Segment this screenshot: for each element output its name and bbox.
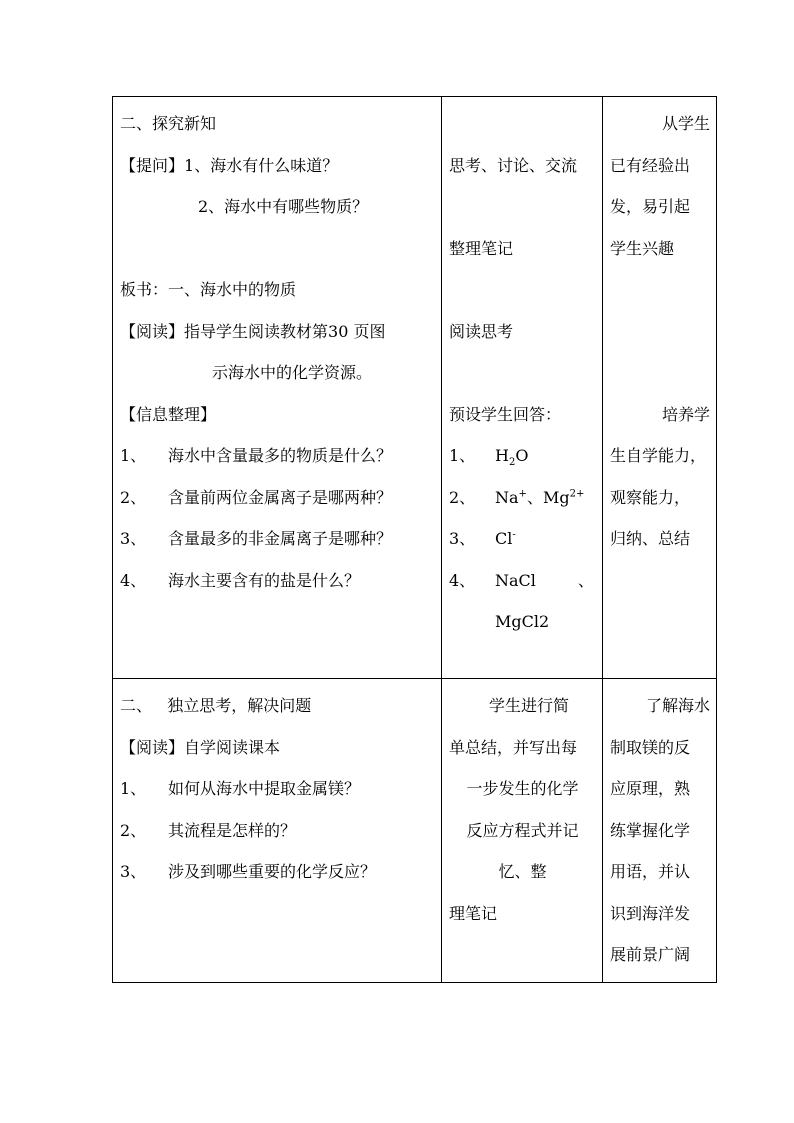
intent-line: 练掌握化学 bbox=[610, 820, 691, 840]
intent-line: 已有经验出 bbox=[610, 155, 691, 175]
list-item: 3、 涉及到哪些重要的化学反应？ bbox=[120, 862, 377, 881]
answer-4-cont: MgCl2 bbox=[495, 612, 550, 631]
lesson-plan-table bbox=[112, 96, 717, 983]
intent-line: 应原理，熟 bbox=[610, 779, 691, 798]
student-activity-line: 忆、整 bbox=[498, 862, 547, 881]
intent-line: 归纳、总结 bbox=[610, 529, 691, 548]
table-row bbox=[113, 97, 717, 679]
student-activity-line: 思考、讨论、交流 bbox=[449, 155, 578, 175]
design-intent-cell bbox=[603, 97, 717, 679]
intent-line: 生自学能力， bbox=[610, 446, 707, 465]
info-tag: 【信息整理】 bbox=[120, 404, 217, 424]
answer-1: 1、 $H_2O$ bbox=[449, 446, 529, 469]
reading-text-1: 指导学生阅读教材第30 页图 bbox=[184, 321, 386, 341]
intent-line: 从学生 bbox=[661, 114, 710, 133]
reading-tag: 【阅读】 bbox=[120, 321, 185, 341]
list-item: 2、 其流程是怎样的？ bbox=[120, 820, 297, 840]
reading-text: 自学阅读课本 bbox=[184, 737, 281, 757]
student-activity-line: 学生进行简 bbox=[489, 696, 570, 715]
section-heading: 二、探究新知 bbox=[120, 114, 217, 133]
intent-line: 识到海洋发 bbox=[610, 903, 691, 923]
section-heading: 二、 独立思考，解决问题 bbox=[120, 696, 312, 715]
list-item: 3、 含量最多的非金属离子是哪种？ bbox=[120, 529, 393, 548]
list-item: 1、 海水中含量最多的物质是什么？ bbox=[120, 446, 393, 465]
answer-3: 3、 Cl- bbox=[449, 529, 516, 548]
intent-line: 用语，并认 bbox=[610, 862, 691, 881]
board-note: 板书：一、海水中的物质 bbox=[120, 280, 297, 299]
table-row bbox=[113, 679, 717, 983]
teacher-activity-cell bbox=[113, 97, 442, 679]
reading-line bbox=[120, 311, 435, 353]
answer-2: 2、 Na+、$Mg^{2+}$ bbox=[449, 487, 585, 507]
intent-line: 制取镁的反 bbox=[610, 737, 691, 757]
student-activity-line: 反应方程式并记 bbox=[466, 820, 579, 840]
student-activity-cell bbox=[442, 97, 603, 679]
intent-line: 展前景广阔 bbox=[610, 945, 691, 964]
student-activity-cell bbox=[442, 679, 603, 983]
reading-line bbox=[120, 727, 435, 769]
design-intent-cell bbox=[603, 679, 717, 983]
teacher-activity-cell bbox=[113, 679, 442, 983]
list-item: 2、 含量前两位金属离子是哪两种？ bbox=[120, 487, 393, 507]
question-line bbox=[120, 145, 435, 187]
student-activity-line: 单总结，并写出每 bbox=[449, 737, 578, 757]
student-activity-line: 整理笔记 bbox=[449, 238, 514, 258]
question-1: 1、海水有什么味道？ bbox=[184, 155, 339, 175]
question-2: 2、海水中有哪些物质？ bbox=[198, 197, 369, 216]
answer-4: 4、 NaCl 、 bbox=[449, 570, 594, 590]
intent-line: 观察能力， bbox=[610, 487, 691, 507]
intent-line: 发，易引起 bbox=[610, 197, 691, 216]
reading-text-2: 示海水中的化学资源。 bbox=[212, 363, 373, 382]
intent-line: 培养学 bbox=[661, 404, 710, 424]
intent-line: 学生兴趣 bbox=[610, 238, 675, 258]
list-item: 1、 如何从海水中提取金属镁？ bbox=[120, 779, 361, 798]
reading-tag: 【阅读】 bbox=[120, 737, 185, 757]
list-item: 4、 海水主要含有的盐是什么？ bbox=[120, 570, 361, 590]
question-tag: 【提问】 bbox=[120, 155, 185, 175]
student-activity-line: 阅读思考 bbox=[449, 321, 514, 341]
student-activity-line: 理笔记 bbox=[449, 903, 498, 923]
intent-line: 了解海水 bbox=[645, 696, 710, 715]
student-activity-line: 一步发生的化学 bbox=[466, 779, 579, 798]
student-activity-line: 预设学生回答： bbox=[449, 404, 562, 424]
